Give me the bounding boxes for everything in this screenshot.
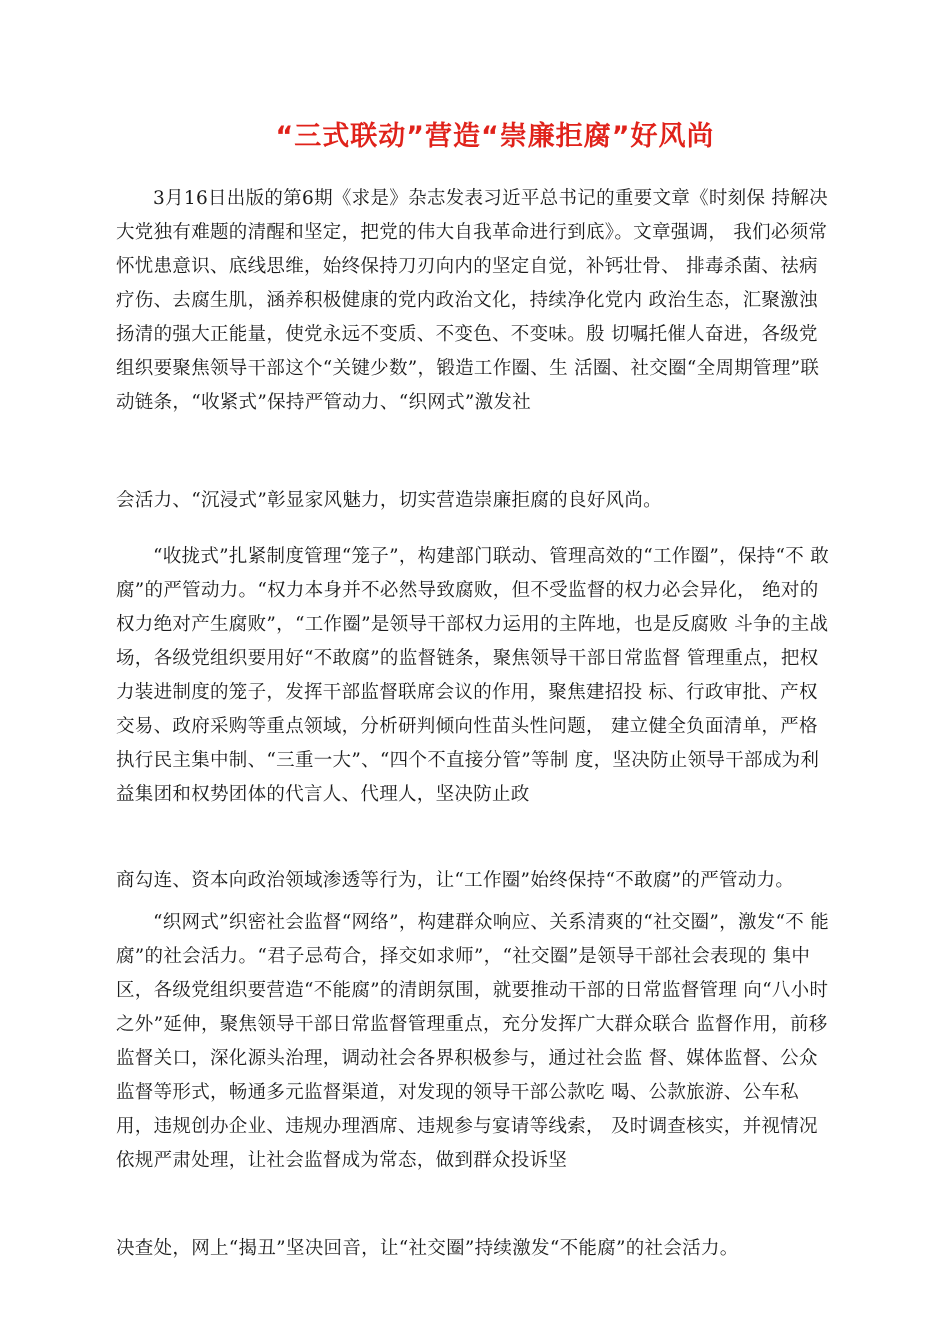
- paragraph-2-body: “收拢式”扎紧制度管理“笼子”，构建部门联动、管理高效的“工作圈”，保持“不 敢腐”的严管动力。“权力本身并不必然导致腐败，但不受监督的权力必会异化， 绝对的权力绝对产生腐败”，“工作圈”是领导干部权力运用的主阵地，也是反腐败 斗争的主战场，各级党组织要用好“不敢腐”的监督链条，聚焦领导干部日常监督 管理重点，把权力装进制度的笼子，发挥干部监督联席会议的作用，聚焦建招投 标、行政审批、产权交易、政府采购等重点领域，分析研判倾向性苗头性问题， 建立健全负面清单，严格执行民主集中制、“三重一大”、“四个不直接分管”等制 度，坚决防止领导干部成为利益集团和权势团体的代言人、代理人，坚决防止政: [116, 546, 830, 805]
- paragraph-2-tail-text: 商勾连、资本向政治领域渗透等行为，让“工作圈”始终保持“不敢腐”的严管动力。: [116, 870, 795, 891]
- paragraph-2: [116, 540, 836, 812]
- paragraph-3-tail: [116, 1232, 836, 1266]
- paragraph-3: [116, 906, 836, 1178]
- paragraph-1: [116, 182, 836, 420]
- paragraph-1-tail-text: 会活力、“沉浸式”彰显家风魅力，切实营造崇廉拒腐的良好风尚。: [116, 490, 662, 511]
- paragraph-3-body: “织网式”织密社会监督“网络”，构建群众响应、关系清爽的“社交圈”，激发“不 能腐”的社会活力。“君子忌苟合，择交如求师”，“社交圈”是领导干部社会表现的 集中区，各级党组织要营造“不能腐”的清朗氛围，就要推动干部的日常监督管理 向“八小时之外”延伸，聚焦领导干部日常监督管理重点，充分发挥广大群众联合 监督作用，前移监督关口，深化源头治理，调动社会各界积极参与，通过社会监 督、媒体监督、公众监督等形式，畅通多元监督渠道，对发现的领导干部公款吃 喝、公款旅游、公车私用，违规创办企业、违规办理酒席、违规参与宴请等线索， 及时调查核实，并视情况依规严肃处理，让社会监督成为常态，做到群众投诉坚: [116, 912, 830, 1171]
- paragraph-1-body: 3月16日出版的第6期《求是》杂志发表习近平总书记的重要文章《时刻保 持解决大党独有难题的清醒和坚定，把党的伟大自我革命进行到底》。文章强调， 我们必须常怀忧患意识、底线思维，始终保持刀刃向内的坚定自觉，补钙壮骨、 排毒杀菌、祛病疗伤、去腐生肌，涵养积极健康的党内政治文化，持续净化党内 政治生态，汇聚激浊扬清的强大正能量，使党永远不变质、不变色、不变味。殷 切嘱托催人奋进，各级党组织要聚焦领导干部这个“关键少数”，锻造工作圈、生 活圈、社交圈“全周期管理”联动链条，“收紧式”保持严管动力、“织网式”激发社: [116, 188, 828, 413]
- paragraph-1-tail: [116, 484, 836, 518]
- paragraph-2-tail: [116, 864, 836, 898]
- document-title: “三式联动”营造“崇廉拒腐”好风尚: [275, 121, 715, 152]
- paragraph-3-tail-text: 决查处，网上“揭丑”坚决回音，让“社交圈”持续激发“不能腐”的社会活力。: [116, 1238, 739, 1259]
